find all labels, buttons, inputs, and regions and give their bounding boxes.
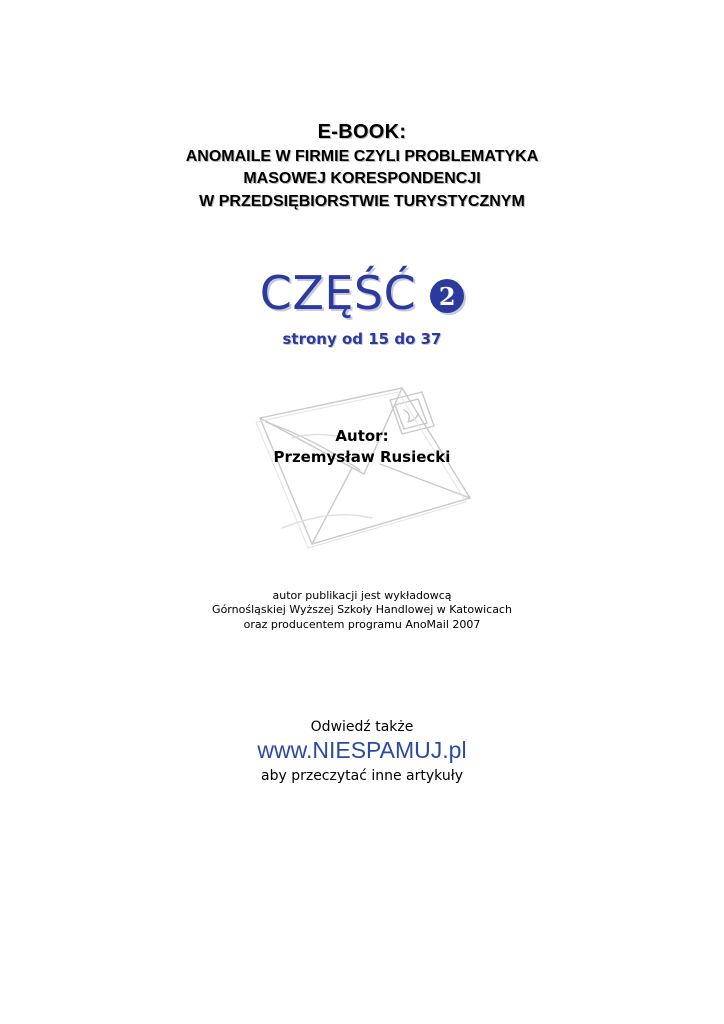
part-number-badge: 2: [430, 279, 464, 313]
site-link[interactable]: www.NIESPAMUJ.pl: [257, 737, 467, 763]
bio-line-3: oraz producentem programu AnoMail 2007: [243, 618, 481, 631]
title-line-1: ANOMAILE W FIRMIE CZYLI PROBLEMATYKA: [185, 148, 539, 165]
part-heading: [0, 266, 724, 320]
pages-range: strony od 15 do 37: [282, 330, 442, 348]
author-name: Przemysław Rusiecki: [273, 448, 451, 466]
part-title: CZĘŚĆ: [259, 266, 417, 320]
site-link-wrapper: [0, 737, 724, 764]
bio-line-2: Górnośląskiej Wyższej Szkoły Handlowej w Katowicach: [212, 603, 512, 616]
author-label: Autor:: [335, 427, 389, 445]
bio-line-1: autor publikacji jest wykładowcą: [272, 589, 452, 602]
ebook-label: E-BOOK:: [317, 121, 407, 143]
title-line-3: W PRZEDSIĘBIORSTWIE TURYSTYCZNYM: [199, 193, 525, 210]
visit-text: Odwiedź także: [310, 719, 414, 735]
title-line-2: MASOWEJ KORESPONDENCJI: [243, 170, 481, 187]
read-more-text: aby przeczytać inne artykuły: [261, 768, 463, 784]
